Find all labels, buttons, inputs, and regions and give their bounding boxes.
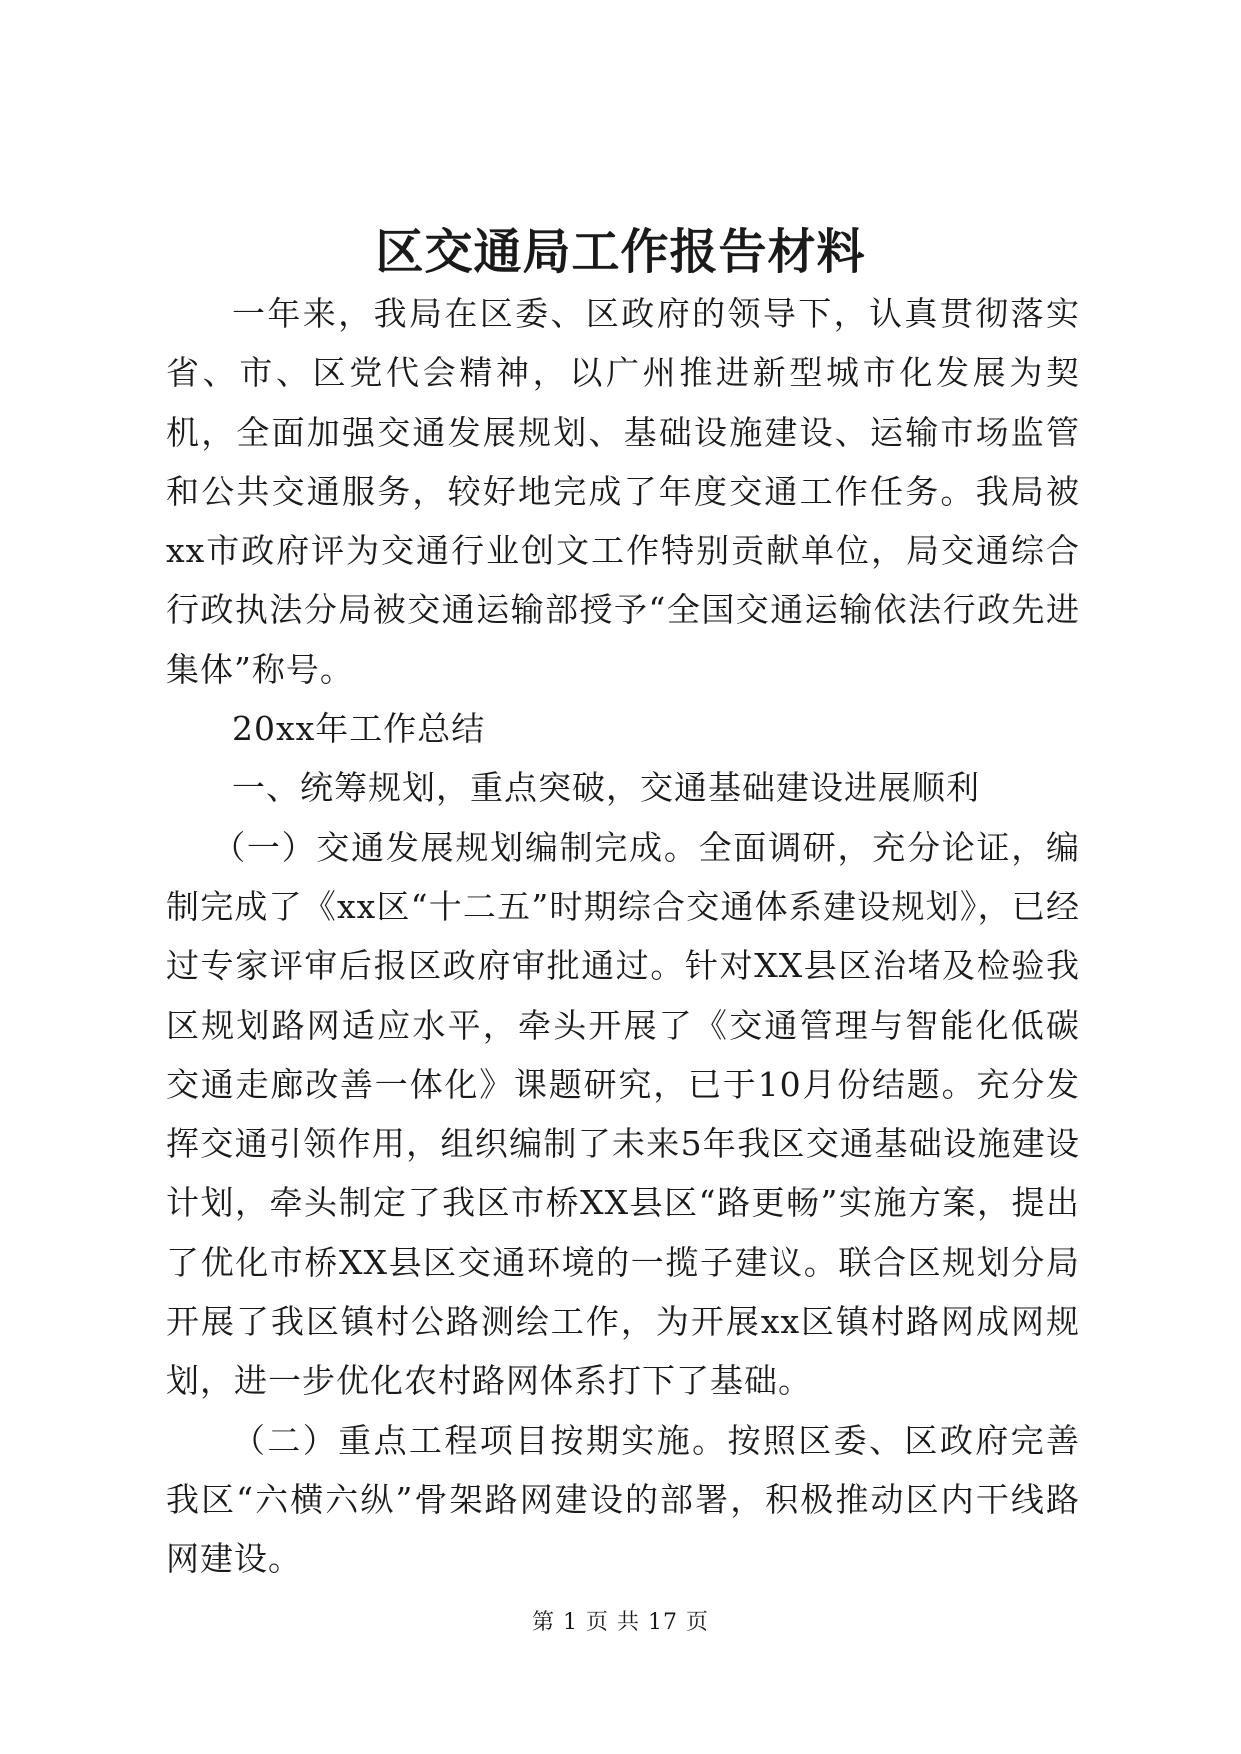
document-body: [166, 284, 1080, 1589]
page-number-footer: 第 1 页 共 17 页: [532, 1610, 709, 1635]
paragraph-summary-heading: 20xx年工作总结: [232, 709, 486, 749]
paragraph-intro: 一年来，我局在区委、区政府的领导下，认真贯彻落实省、市、区党代会精神，以广州推进新型城市化发展为契机，全面加强交通发展规划、基础设施建设、运输市场监管和公共交通服务，较好地完成了年度交通工作任务。我局被xx市政府评为交通行业创文工作特别贡献单位，局交通综合行政执法分局被交通运输部授予“全国交通运输依法行政先进集体”称号。: [166, 294, 1080, 689]
paragraph-item-one: （一）交通发展规划编制完成。全面调研，充分论证，编制完成了《xx区“十二五”时期综合交通体系建设规划》，已经过专家评审后报区政府审批通过。针对XX县区治堵及检验我区规划路网适应水平，牵头开展了《交通管理与智能化低碳交通走廊改善一体化》课题研究，已于10月份结题。充分发挥交通引领作用，组织编制了未来5年我区交通基础设施建设计划，牵头制定了我区市桥XX县区“路更畅”实施方案，提出了优化市桥XX县区交通环境的一揽子建议。联合区规划分局开展了我区镇村公路测绘工作，为开展xx区镇村路网成网规划，进一步优化农村路网体系打下了基础。: [166, 827, 1080, 1401]
document-title: 区交通局工作报告材料: [375, 224, 866, 280]
paragraph-section-one-heading: 一、统筹规划，重点突破，交通基础建设进展顺利: [232, 768, 980, 808]
paragraph-item-two: （二）重点工程项目按期实施。按照区委、区政府完善我区“六横六纵”骨架路网建设的部署，积极推动区内干线路网建设。: [166, 1420, 1080, 1579]
